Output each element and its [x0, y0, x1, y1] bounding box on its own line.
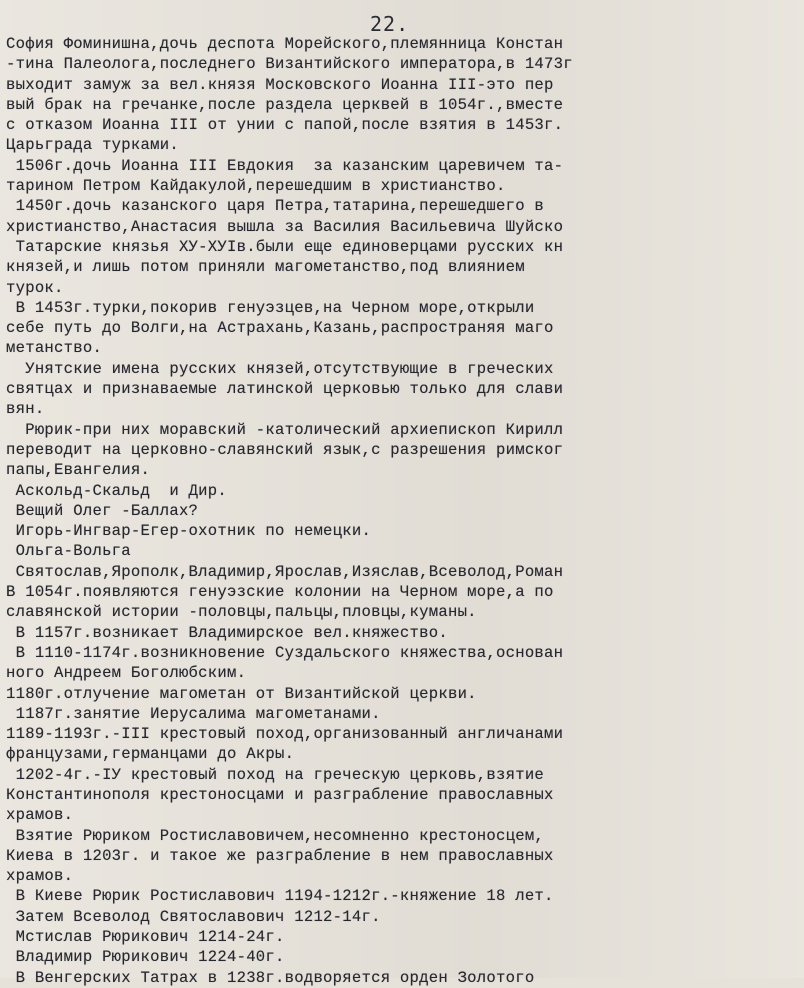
- text-line: 1202-4г.-IУ крестовый поход на греческую церковь,взятие: [6, 765, 545, 784]
- text-line: 1189-1193г.-III крестовый поход,организованный англичанами: [6, 725, 564, 744]
- text-line: тарином Петром Кайдакулой,перешедшим в христианство.: [6, 177, 506, 196]
- text-line: 1187г.занятие Иерусалима магометанами.: [6, 704, 381, 723]
- text-line: В 1054г.появляются генуэзские колонии на Черном море,а по: [6, 583, 554, 602]
- text-line: Аскольд-Скальд и Дир.: [6, 481, 227, 500]
- text-line: славянской истории -половцы,пальцы,пловцы,куманы.: [6, 603, 477, 622]
- text-line: турок.: [6, 278, 64, 297]
- text-line: В 1453г.турки,покорив генуэзцев,на Черном море,открыли: [6, 298, 535, 317]
- text-line: вян.: [6, 400, 45, 419]
- text-line: князей,и лишь потом приняли магометанство,под влиянием: [6, 258, 525, 277]
- text-line: храмов.: [6, 867, 74, 886]
- text-line: Константинополя крестоносцами и разграбление православных: [6, 785, 554, 804]
- text-line: София Фоминишна,дочь деспота Морейского,племянница Констан: [6, 35, 564, 53]
- text-line: -тина Палеолога,последнего Византийского императора,в 1473г: [6, 55, 573, 74]
- text-line: Киева в 1203г. и такое же разграбление в нем православных: [6, 846, 554, 865]
- text-line: ного Андреем Боголюбским.: [6, 664, 247, 683]
- text-line: Святослав,Ярополк,Владимир,Ярослав,Изяслав,Всеволод,Роман: [6, 562, 564, 581]
- text-line: В Киеве Рюрик Ростиславович 1194-1212г.-княжение 18 лет.: [6, 887, 554, 906]
- text-line: Игорь-Ингвар-Егер-охотник по немецки.: [6, 522, 372, 541]
- page-number: 22.: [370, 12, 410, 36]
- text-line: выходит замуж за вел.князя Московского Иоанна III-это пер: [6, 75, 554, 94]
- text-line: храмов.: [6, 806, 74, 825]
- text-line: Мстислав Рюрикович 1214-24г.: [6, 928, 285, 947]
- text-line: французами,германцами до Акры.: [6, 745, 295, 764]
- text-line: вый брак на гречанке,после раздела церквей в 1054г.,вместе: [6, 95, 564, 114]
- text-line: Татарские князья ХУ-ХУIв.были еще единоверцами русских кн: [6, 237, 564, 256]
- text-line: Вещий Олег -Баллах?: [6, 501, 199, 520]
- text-line: В 1110-1174г.возникновение Суздальского княжества,основан: [6, 643, 564, 662]
- text-line: Ольга-Вольга: [6, 542, 131, 561]
- text-line: В Венгерских Татрах в 1238г.водворяется орден Золотого: [6, 968, 535, 987]
- text-line: святцах и признаваемые латинской церковью только для слави: [6, 380, 564, 399]
- text-line: Царьграда турками.: [6, 136, 179, 155]
- text-line: с отказом Иоанна III от унии с папой,после взятия в 1453г.: [6, 116, 564, 135]
- text-line: метанство.: [6, 339, 103, 358]
- text-line: Рюрик-при них моравский -католический архиепископ Кирилл: [6, 420, 564, 439]
- text-line: Взятие Рюриком Ростиславовичем,несомненно крестоносцем,: [6, 826, 545, 845]
- text-line: Затем Всеволод Святославович 1212-14г.: [6, 907, 381, 926]
- text-line: 1506г.дочь Иоанна III Евдокия за казанским царевичем та-: [6, 156, 564, 175]
- page-text: [6, 34, 800, 988]
- text-line: папы,Евангелия.: [6, 461, 151, 480]
- text-line: Владимир Рюрикович 1224-40г.: [6, 948, 285, 967]
- text-line: Унятские имена русских князей,отсутствующие в греческих: [6, 359, 554, 378]
- text-line: 1180г.отлучение магометан от Византийской церкви.: [6, 684, 477, 703]
- text-line: себе путь до Волги,на Астрахань,Казань,распространяя маго: [6, 319, 554, 338]
- text-line: В 1157г.возникает Владимирское вел.княжество.: [6, 623, 448, 642]
- text-line: 1450г.дочь казанского царя Петра,татарина,перешедшего в: [6, 197, 545, 216]
- text-line: переводит на церковно-славянский язык,с разрешения римског: [6, 440, 564, 459]
- text-line: христианство,Анастасия вышла за Василия Васильевича Шуйско: [6, 217, 564, 236]
